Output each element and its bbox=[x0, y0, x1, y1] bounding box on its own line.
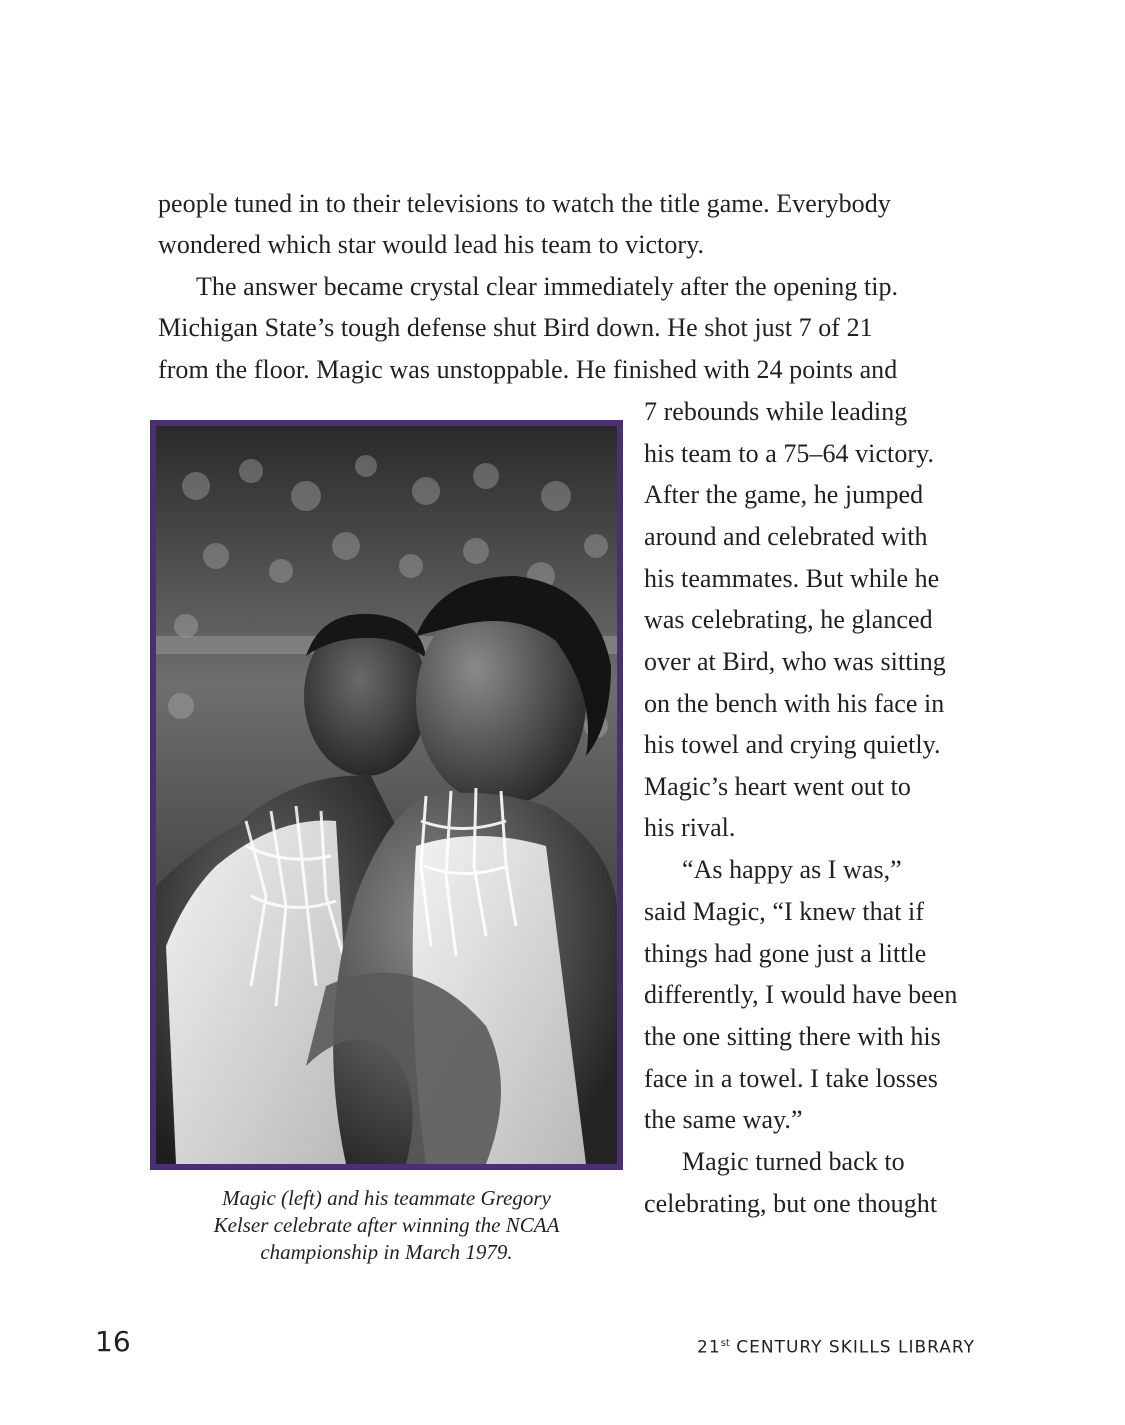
photo-frame bbox=[150, 420, 623, 1170]
caption-line: championship in March 1979. bbox=[260, 1240, 513, 1264]
basketball-players-photo bbox=[156, 426, 617, 1164]
series-title bbox=[697, 1333, 975, 1359]
text-line: things had gone just a little bbox=[644, 939, 927, 968]
series-superscript: st bbox=[720, 1338, 730, 1349]
caption-line: Kelser celebrate after winning the NCAA bbox=[213, 1213, 560, 1237]
text-line: the one sitting there with his bbox=[644, 1022, 941, 1051]
text-line: from the floor. Magic was unstoppable. He finished with 24 points and bbox=[158, 355, 898, 384]
text-line: After the game, he jumped bbox=[644, 480, 924, 509]
text-line: Magic turned back to bbox=[682, 1147, 905, 1176]
text-line: his team to a 75–64 victory. bbox=[644, 439, 934, 468]
text-line: was celebrating, he glanced bbox=[644, 605, 933, 634]
text-line: people tuned in to their televisions to watch the title game. Everybody bbox=[158, 189, 891, 218]
text-line: “As happy as I was,” bbox=[682, 855, 902, 884]
text-line: the same way.” bbox=[644, 1105, 803, 1134]
text-line: on the bench with his face in bbox=[644, 689, 945, 718]
text-line: face in a towel. I take losses bbox=[644, 1064, 938, 1093]
text-line: 7 rebounds while leading bbox=[644, 397, 908, 426]
text-line: said Magic, “I knew that if bbox=[644, 897, 925, 926]
text-line: The answer became crystal clear immediately after the opening tip. bbox=[196, 272, 899, 301]
caption-line: Magic (left) and his teammate Gregory bbox=[222, 1186, 551, 1210]
series-suffix: CENTURY SKILLS LIBRARY bbox=[729, 1337, 975, 1358]
text-line: around and celebrated with bbox=[644, 522, 928, 551]
text-line: Michigan State’s tough defense shut Bird down. He shot just 7 of 21 bbox=[158, 313, 873, 342]
page-number: 16 bbox=[95, 1325, 131, 1358]
text-line: his towel and crying quietly. bbox=[644, 730, 941, 759]
text-line: wondered which star would lead his team to victory. bbox=[158, 230, 704, 259]
text-line: his teammates. But while he bbox=[644, 564, 940, 593]
text-line: differently, I would have been bbox=[644, 980, 958, 1009]
text-line: Magic’s heart went out to bbox=[644, 772, 911, 801]
text-line: celebrating, but one thought bbox=[644, 1189, 938, 1218]
series-prefix: 21 bbox=[697, 1337, 721, 1358]
text-line: over at Bird, who was sitting bbox=[644, 647, 946, 676]
text-line: his rival. bbox=[644, 813, 736, 842]
